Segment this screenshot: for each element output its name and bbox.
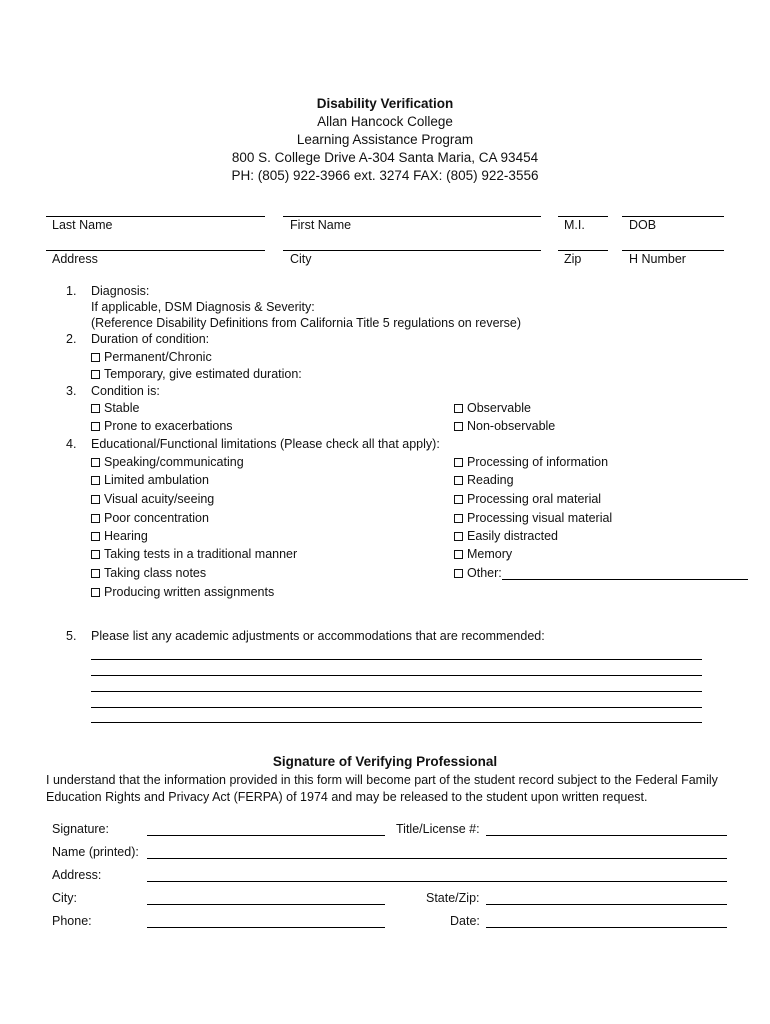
checkbox-easily-distracted[interactable]: Easily distracted: [454, 529, 558, 543]
address-label: Address: [52, 252, 98, 266]
ferpa-statement-line2: Education Rights and Privacy Act (FERPA) of 1974 and may be released to the student upon written request.: [46, 790, 648, 804]
q1-dsm-label: If applicable, DSM Diagnosis & Severity:: [91, 300, 315, 314]
checkbox-icon[interactable]: [91, 495, 100, 504]
q1-reference-note: (Reference Disability Definitions from California Title 5 regulations on reverse): [91, 316, 522, 330]
checkbox-processing-oral[interactable]: Processing oral material: [454, 492, 601, 506]
checkbox-permanent[interactable]: Permanent/Chronic: [91, 350, 212, 364]
address-line[interactable]: [46, 250, 265, 251]
q2-label: Duration of condition:: [91, 332, 210, 346]
checkbox-observable[interactable]: Observable: [454, 401, 531, 415]
q3-label: Condition is:: [91, 384, 160, 398]
checkbox-icon[interactable]: [454, 514, 463, 523]
checkbox-icon[interactable]: [91, 370, 100, 379]
zip-line[interactable]: [558, 250, 608, 251]
checkbox-temporary[interactable]: Temporary, give estimated duration:: [91, 367, 302, 381]
city-label: City: [290, 252, 312, 266]
accommodations-line-3[interactable]: [91, 691, 702, 692]
checkbox-speaking[interactable]: Speaking/communicating: [91, 455, 244, 469]
q1-number: 1.: [66, 284, 77, 298]
phone-line[interactable]: [147, 927, 385, 928]
checkbox-other[interactable]: Other:: [454, 566, 502, 580]
name-printed-label: Name (printed):: [52, 845, 139, 859]
first-name-line[interactable]: [283, 216, 541, 217]
q4-label: Educational/Functional limitations (Please check all that apply):: [91, 437, 440, 451]
checkbox-icon[interactable]: [91, 588, 100, 597]
checkbox-processing-info[interactable]: Processing of information: [454, 455, 608, 469]
checkbox-icon[interactable]: [91, 476, 100, 485]
last-name-label: Last Name: [52, 218, 113, 232]
q2-number: 2.: [66, 332, 77, 346]
last-name-line[interactable]: [46, 216, 265, 217]
checkbox-nonobservable[interactable]: Non-observable: [454, 419, 555, 433]
h-number-label: H Number: [629, 252, 686, 266]
city-label-sig: City:: [52, 891, 77, 905]
checkbox-memory[interactable]: Memory: [454, 547, 512, 561]
accommodations-line-1[interactable]: [91, 659, 702, 660]
checkbox-icon[interactable]: [91, 532, 100, 541]
checkbox-reading[interactable]: Reading: [454, 473, 514, 487]
checkbox-written-assignments[interactable]: Producing written assignments: [91, 585, 274, 599]
signature-heading: Signature of Verifying Professional: [272, 754, 498, 769]
checkbox-icon[interactable]: [91, 404, 100, 413]
contact-info: PH: (805) 922-3966 ext. 3274 FAX: (805) 922-3556: [231, 168, 539, 183]
checkbox-visual-acuity[interactable]: Visual acuity/seeing: [91, 492, 214, 506]
city-line-sig[interactable]: [147, 904, 385, 905]
checkbox-icon[interactable]: [91, 422, 100, 431]
college-name: Allan Hancock College: [317, 114, 453, 129]
accommodations-line-5[interactable]: [91, 722, 702, 723]
h-number-line[interactable]: [622, 250, 724, 251]
address-line-sig[interactable]: [147, 881, 727, 882]
state-zip-label: State/Zip:: [426, 891, 480, 905]
checkbox-processing-visual[interactable]: Processing visual material: [454, 511, 612, 525]
checkbox-icon[interactable]: [454, 458, 463, 467]
zip-label: Zip: [564, 252, 582, 266]
checkbox-icon[interactable]: [454, 569, 463, 578]
checkbox-icon[interactable]: [454, 404, 463, 413]
checkbox-icon[interactable]: [91, 514, 100, 523]
signature-label: Signature:: [52, 822, 109, 836]
q1-label: Diagnosis:: [91, 284, 150, 298]
checkbox-taking-tests[interactable]: Taking tests in a traditional manner: [91, 547, 297, 561]
program-name: Learning Assistance Program: [296, 132, 474, 147]
state-zip-line[interactable]: [486, 904, 727, 905]
checkbox-hearing[interactable]: Hearing: [91, 529, 148, 543]
accommodations-line-4[interactable]: [91, 707, 702, 708]
title-license-line[interactable]: [486, 835, 727, 836]
name-printed-line[interactable]: [147, 858, 727, 859]
date-line[interactable]: [486, 927, 727, 928]
checkbox-icon[interactable]: [454, 422, 463, 431]
title-license-label: Title/License #:: [396, 822, 480, 836]
mi-line[interactable]: [558, 216, 608, 217]
phone-label: Phone:: [52, 914, 92, 928]
address-label-sig: Address:: [52, 868, 102, 882]
city-line[interactable]: [283, 250, 541, 251]
checkbox-icon[interactable]: [454, 532, 463, 541]
checkbox-icon[interactable]: [454, 550, 463, 559]
q3-number: 3.: [66, 384, 77, 398]
ferpa-statement-line1: I understand that the information provided in this form will become part of the student record subject to the Federal Family: [46, 773, 718, 787]
dob-line[interactable]: [622, 216, 724, 217]
checkbox-icon[interactable]: [91, 353, 100, 362]
q5-label: Please list any academic adjustments or accommodations that are recommended:: [91, 629, 545, 643]
checkbox-icon[interactable]: [91, 569, 100, 578]
checkbox-concentration[interactable]: Poor concentration: [91, 511, 209, 525]
checkbox-class-notes[interactable]: Taking class notes: [91, 566, 206, 580]
q4-number: 4.: [66, 437, 77, 451]
dob-label: DOB: [629, 218, 657, 232]
checkbox-ambulation[interactable]: Limited ambulation: [91, 473, 209, 487]
form-title: Disability Verification: [316, 96, 454, 111]
checkbox-icon[interactable]: [91, 458, 100, 467]
accommodations-line-2[interactable]: [91, 675, 702, 676]
other-input-line[interactable]: [502, 579, 748, 580]
checkbox-prone[interactable]: Prone to exacerbations: [91, 419, 233, 433]
date-label: Date:: [450, 914, 480, 928]
mi-label: M.I.: [564, 218, 585, 232]
checkbox-icon[interactable]: [454, 476, 463, 485]
checkbox-icon[interactable]: [91, 550, 100, 559]
first-name-label: First Name: [290, 218, 352, 232]
checkbox-stable[interactable]: Stable: [91, 401, 139, 415]
college-address: 800 S. College Drive A-304 Santa Maria, CA 93454: [231, 150, 539, 165]
signature-line[interactable]: [147, 835, 385, 836]
checkbox-icon[interactable]: [454, 495, 463, 504]
q5-number: 5.: [66, 629, 77, 643]
